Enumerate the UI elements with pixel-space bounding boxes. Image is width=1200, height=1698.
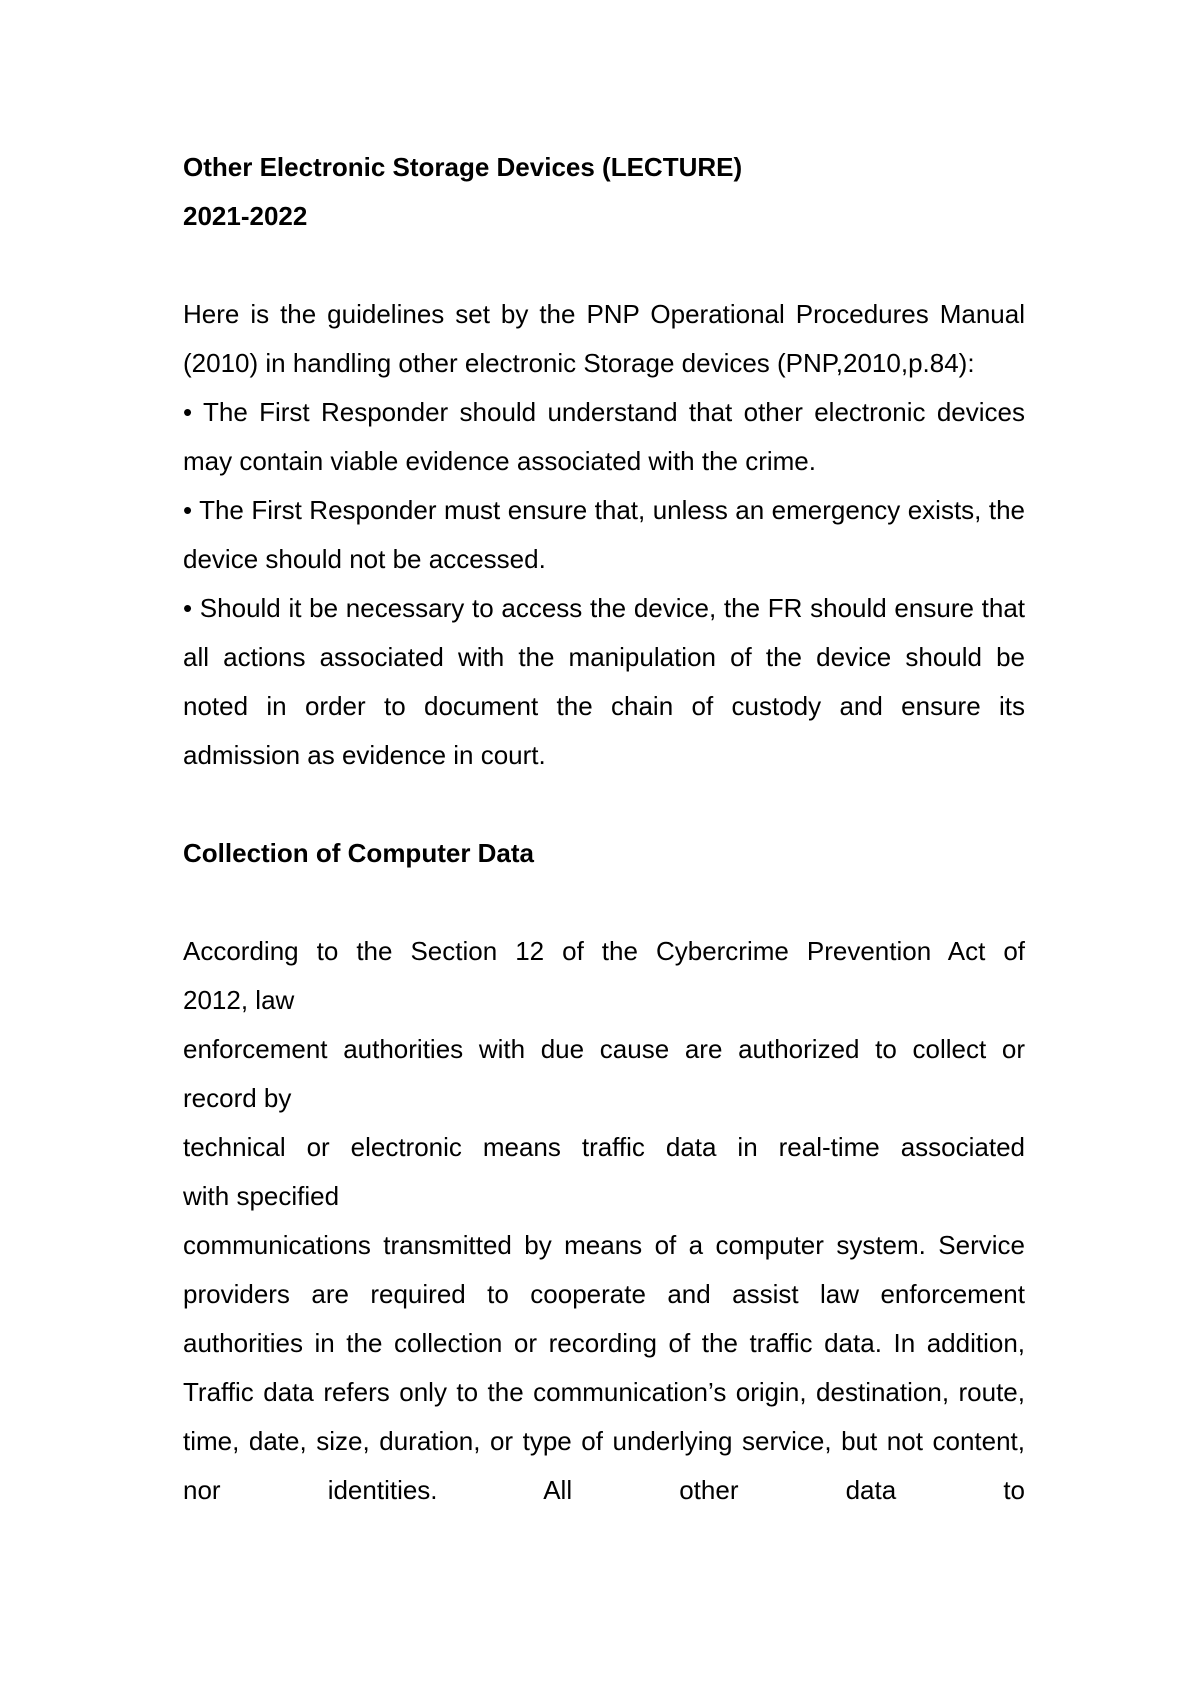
bullet-item-3: • Should it be necessary to access the device, the FR should ensure that all actions associated with the manipulation of the device should be noted in order to document the chain of custody and ensure its admission as evidence in court.	[183, 593, 1025, 770]
intro-paragraph: Here is the guidelines set by the PNP Operational Procedures Manual (2010) in handling other electronic Storage devices (PNP,2010,p.84):	[183, 299, 1025, 378]
section-paragraph: communications transmitted by means of a computer system. Service providers are required to cooperate and assist law enforcement authorities in the collection or recording of the traffic data. In addition, Traffic data refers only to the communication’s origin, destination, route, time, date, size, duration, or type of underlying service, but not content, nor identities. All other data to	[183, 1230, 1025, 1505]
bullet-item-1: • The First Responder should understand that other electronic devices may contain viable evidence associated with the crime.	[183, 397, 1025, 476]
section-line: record by	[183, 1083, 292, 1113]
section-line: technical or electronic means traffic data in real-time associated	[183, 1132, 1025, 1162]
section-line: According to the Section 12 of the Cybercrime Prevention Act of	[183, 936, 1025, 966]
spacer	[183, 241, 1025, 290]
spacer	[183, 780, 1025, 829]
bullet-item-2: • The First Responder must ensure that, unless an emergency exists, the device should not be accessed.	[183, 495, 1025, 574]
section-heading: Collection of Computer Data	[183, 838, 535, 868]
document-page	[183, 143, 1025, 1515]
section-line: with specified	[183, 1181, 340, 1211]
spacer	[183, 878, 1025, 927]
document-title: Other Electronic Storage Devices (LECTURE)	[183, 152, 743, 182]
document-year: 2021-2022	[183, 201, 308, 231]
section-line: enforcement authorities with due cause are authorized to collect or	[183, 1034, 1025, 1064]
section-line: 2012, law	[183, 985, 295, 1015]
